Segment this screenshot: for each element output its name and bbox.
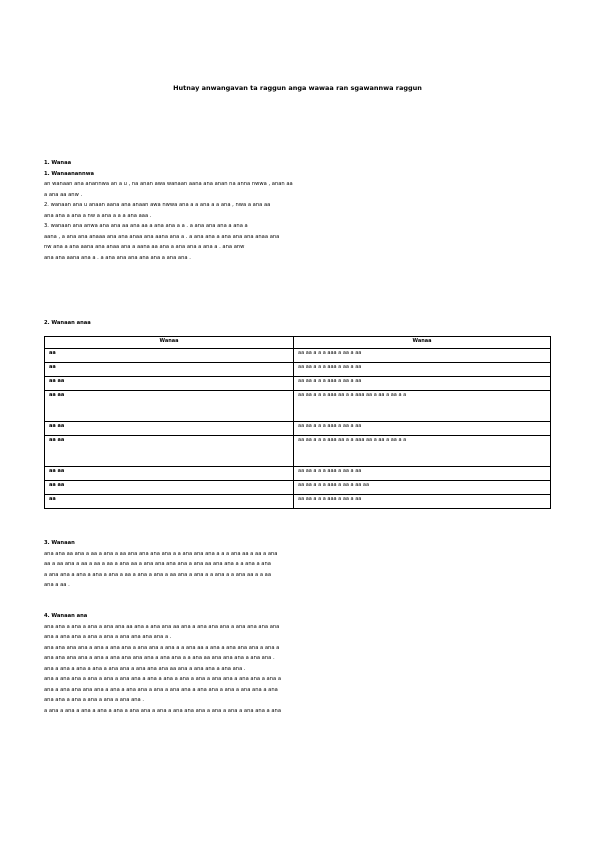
table-row — [45, 391, 551, 422]
section-4-line: ana a ana ana a ana a ana a ana ana ana ana a . — [44, 634, 172, 640]
table-cell: aa aa a a a aaa aa a a aaa aa a aa a aa a a — [294, 391, 551, 422]
table-cell: aa aa a a a aaa a aa a aa — [294, 467, 551, 481]
table-cell: aa aa — [45, 422, 294, 436]
spec-table — [44, 336, 551, 509]
table-cell: aa aa a a a aaa a aa a aa — [294, 495, 551, 509]
section-3-line: a ana ana a ana a ana a ana a aa a ana a ana a aa ana a ana a a ana a a ana aa a a aa — [44, 571, 272, 578]
section-1-line: ana ana a ana a nw a ana a a a ana aaa . — [44, 212, 152, 219]
section-1-line: ana ana aana ana a . a ana ana ana ana ana a ana ana . — [44, 254, 191, 261]
section-4-line: ana a ana a ana a ana a ana ana a ana ana ana aa ana a ana ana a ana ana . — [44, 665, 246, 672]
section-1-line: 2. wanaan ana u anaan aana ana anaan awa nwwa ana a a ana a a ana , nwa a ana aa — [44, 202, 271, 208]
section-4-heading: 4. Wanaan ana — [44, 613, 88, 619]
section-4-line: ana ana a ana a ana a ana ana aa ana a ana ana aa ana a ana ana ana a ana ana ana ana — [44, 623, 280, 630]
section-1 — [44, 158, 555, 263]
section-1-subheading: 1. Wanaanannwa — [44, 170, 94, 177]
table-cell: aa aa — [45, 436, 294, 467]
table-cell: aa — [45, 349, 294, 363]
table-cell: aa aa a a a aaa aa a a aaa aa a aa a aa a a — [294, 436, 551, 467]
section-3-line: ana a aa . — [44, 582, 70, 588]
table-cell: aa aa a a a aaa a aa a aa — [294, 363, 551, 377]
table-header-row — [45, 337, 551, 349]
table-cell: aa aa — [45, 481, 294, 495]
section-3 — [44, 538, 555, 591]
table-row — [45, 349, 551, 363]
table-row — [45, 481, 551, 495]
table-cell: aa aa — [45, 467, 294, 481]
table-cell: aa — [45, 363, 294, 377]
section-4-line: ana ana a ana a ana a ana a ana ana . — [44, 697, 145, 703]
section-4 — [44, 611, 555, 716]
table-header-cell: Wanaa — [294, 337, 551, 349]
table-row — [45, 495, 551, 509]
section-3-line: ana ana aa ana a aa a ana a aa ana ana ana ana a a ana ana ana a a a ana aa a aa a ana — [44, 550, 278, 557]
table-row — [45, 436, 551, 467]
section-3-line: aa a aa ana a aa a aa a aa a ana aa a ana ana ana ana a ana aa ana ana a a ana a ana — [44, 561, 271, 567]
section-3-heading: 3. Wanaan — [44, 540, 75, 546]
table-cell: aa — [45, 495, 294, 509]
section-1-line: a ana aa anw . — [44, 191, 83, 198]
section-4-line: ana ana ana ana a ana a ana ana a ana ana a ana a a ana aa a ana a ana ana ana a ana a — [44, 644, 280, 651]
document-title: Hutnay anwangavan ta raggun anga wawaa ran sgawannwa raggun — [173, 84, 422, 92]
section-4-line: ana ana ana ana a ana a ana ana ana ana a ana ana a a ana aa ana ana ana a ana ana . — [44, 655, 275, 661]
section-1-line: nw ana a ana aana ana anaa ana a aana aa ana a ana ana a ana a . ana anw — [44, 244, 245, 250]
table-row — [45, 377, 551, 391]
section-1-line: aana , a ana ana anaaa ana ana anaa ana aana ana a . a ana ana a ana ana ana anaa ana — [44, 233, 280, 240]
section-1-line: 3. wanaan ana anwa ana ana aa ana aa a ana ana a a . a ana ana ana a ana a — [44, 223, 248, 229]
section-4-line: a ana a ana a ana a ana a ana a ana ana a ana a ana ana ana a ana a ana a ana ana a ana — [44, 707, 281, 714]
table-cell: aa aa a a a aaa a aa a aa — [294, 422, 551, 436]
table-heading: 2. Wanaan anaa — [44, 320, 91, 326]
section-1-line: an wanaan ana anannwa an a u , na anan awa wanaan aana ana anan na anna nwwa , anan aa — [44, 181, 293, 187]
table-row — [45, 422, 551, 436]
table-cell: aa aa — [45, 377, 294, 391]
section-4-line: ana a ana ana ana ana a ana a ana ana a ana a ana ana a ana ana a ana a ana ana a ana — [44, 686, 278, 693]
table-cell: aa aa a a a aaa a aa a aa aa — [294, 481, 551, 495]
table-cell: aa aa a a a aaa a aa a aa — [294, 349, 551, 363]
table-header-cell: Wanaa — [45, 337, 294, 349]
table-row — [45, 363, 551, 377]
section-1-heading: 1. Wanaa — [44, 160, 72, 166]
table-row — [45, 467, 551, 481]
table-cell: aa aa a a a aaa a aa a aa — [294, 377, 551, 391]
table-cell: aa aa — [45, 391, 294, 422]
section-4-line: ana a ana ana a ana a ana a ana ana a ana a ana a ana a ana a ana ana a ana ana a ana a — [44, 676, 281, 682]
